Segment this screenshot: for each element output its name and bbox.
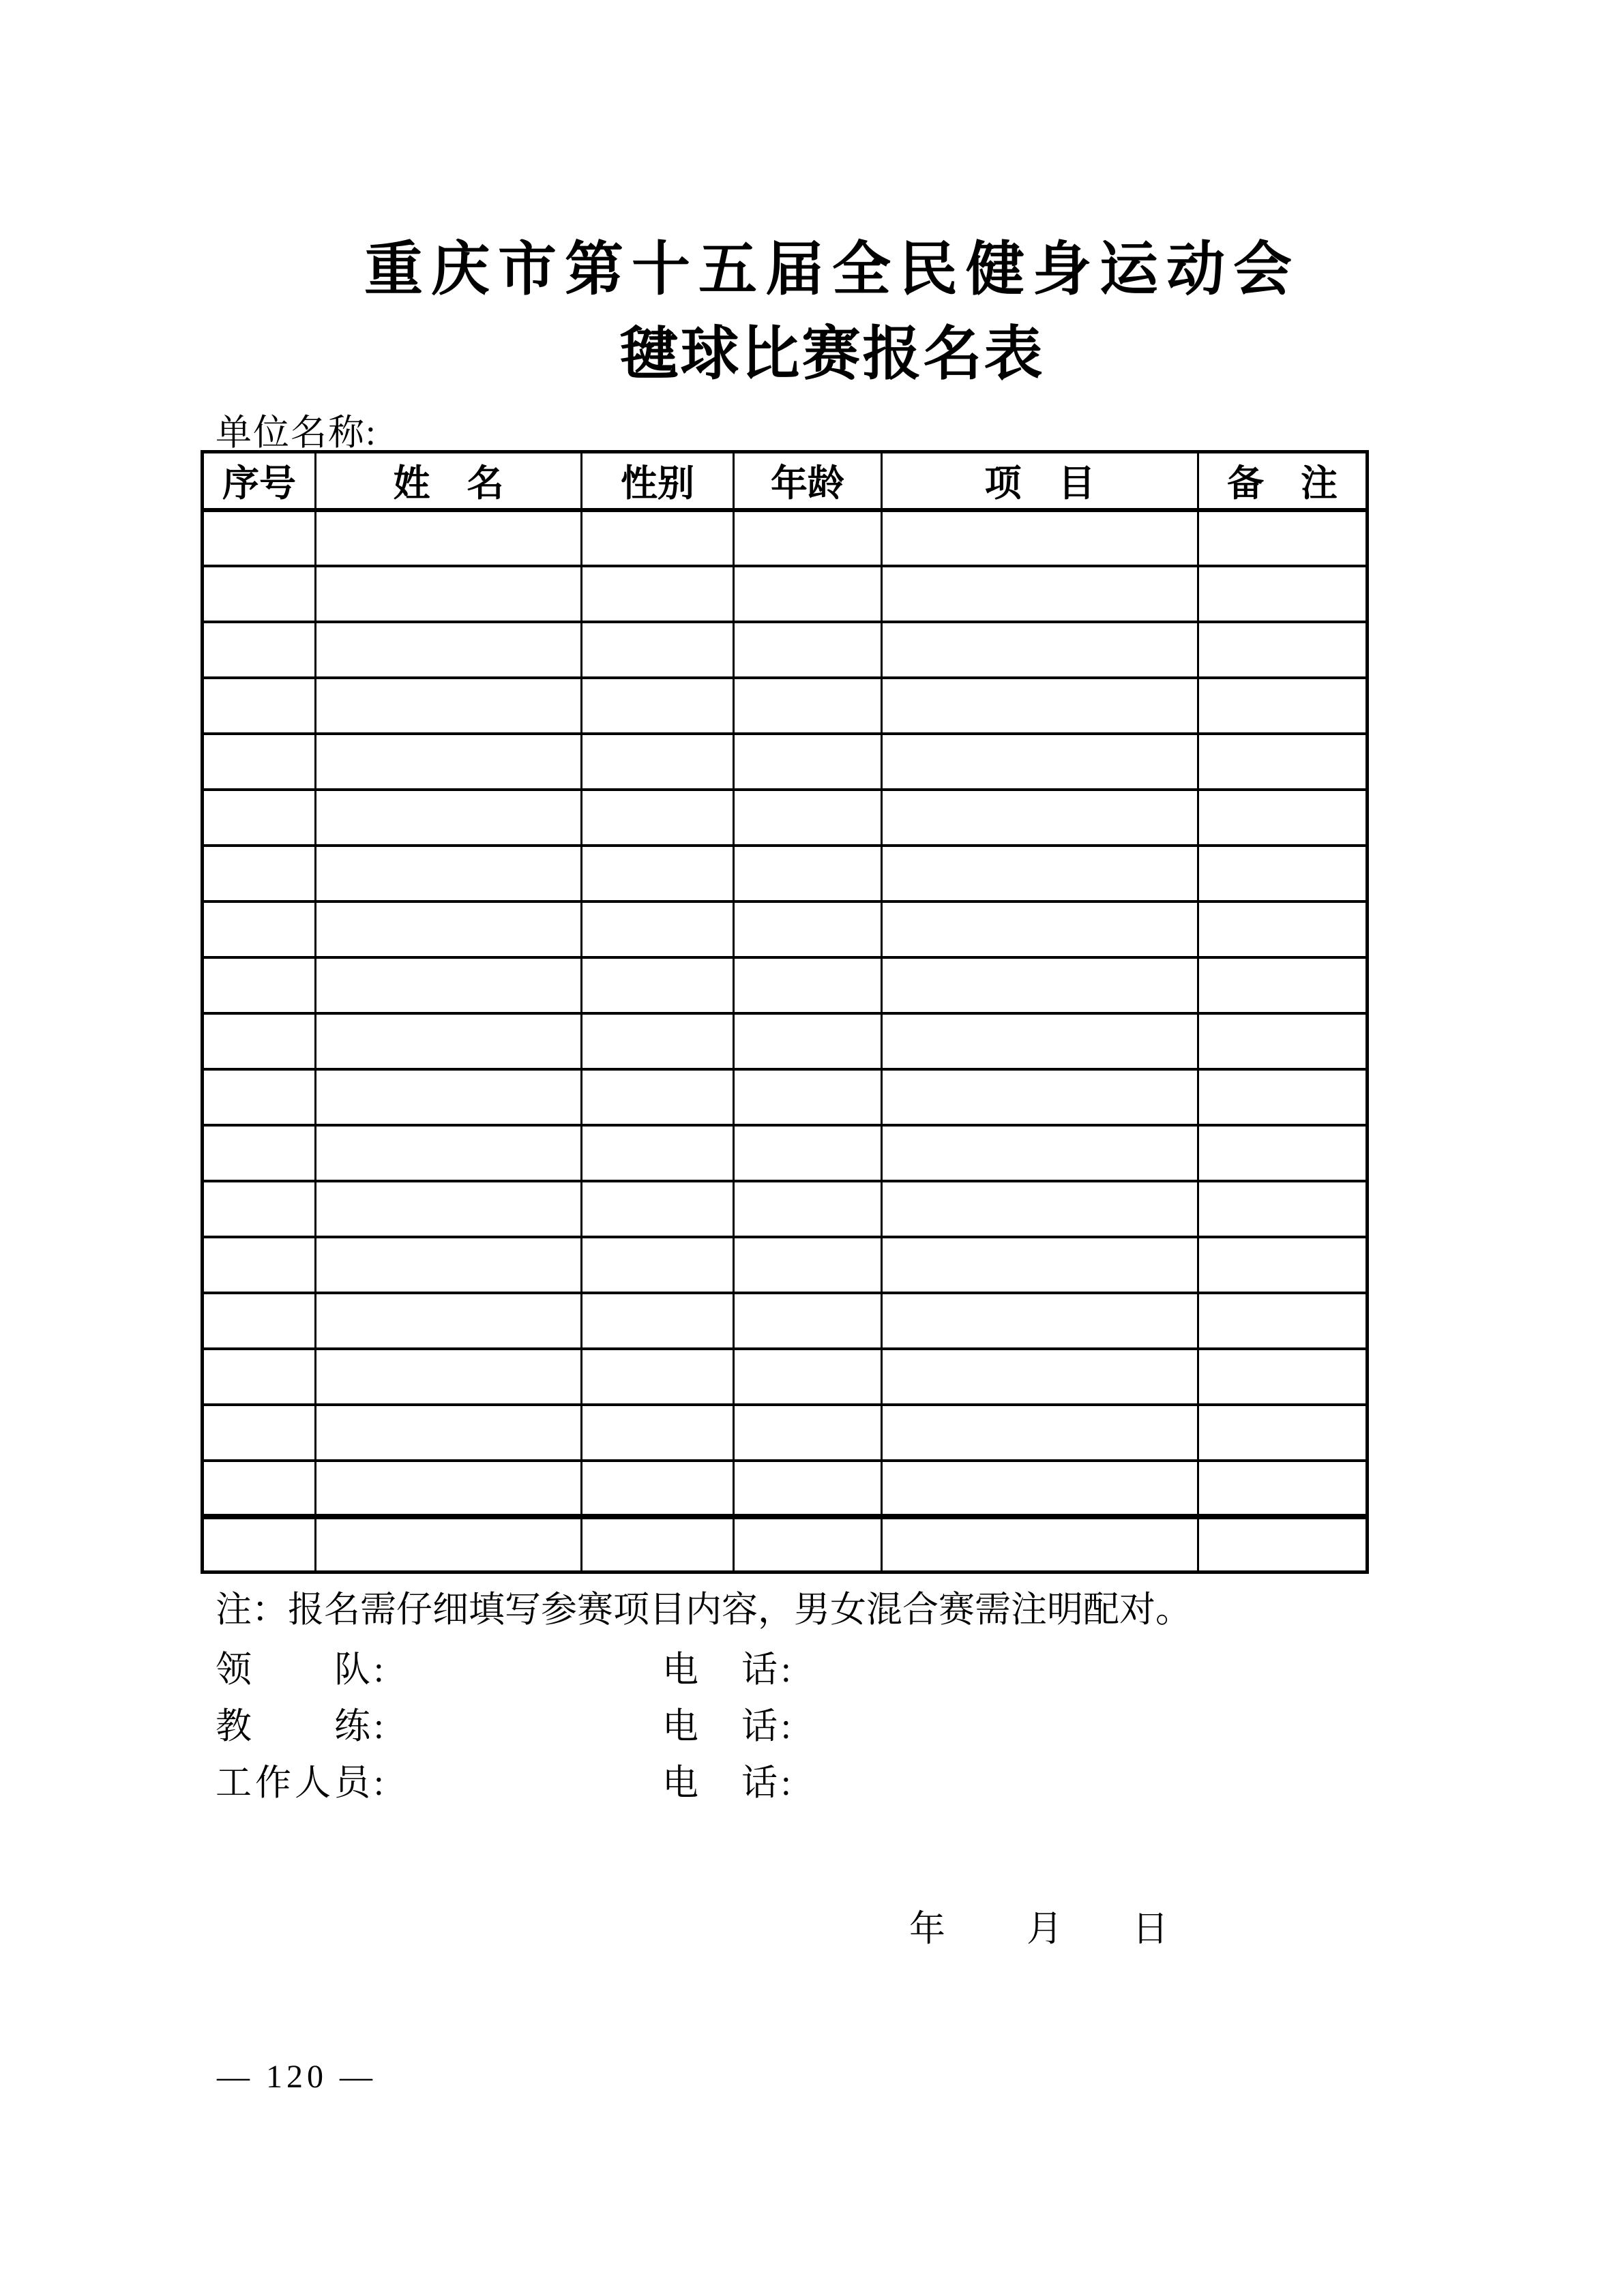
leader-phone-label: 电 话: [662,1650,795,1690]
table-cell-empty [734,1125,882,1181]
table-cell-empty [316,957,582,1013]
table-cell-empty [203,846,316,901]
table-row [203,1125,1368,1181]
table-cell-empty [582,790,734,846]
table-cell-empty [882,510,1198,566]
table-cell-empty [203,566,316,622]
column-header: 年龄 [734,452,882,510]
table-cell-empty [203,1293,316,1349]
year-label: 年 [909,1909,945,1949]
table-cell-empty [1198,1461,1368,1517]
table-cell-empty [882,1349,1198,1405]
table-cell-empty [203,1181,316,1237]
table-cell-empty [882,957,1198,1013]
column-header: 序号 [203,452,316,510]
table-row [203,1405,1368,1461]
table-cell-empty [316,846,582,901]
table-cell-empty [203,901,316,957]
date-signature-line [0,1900,1624,1948]
table-cell-empty [1198,1405,1368,1461]
table-cell-empty [1198,846,1368,901]
table-cell-empty [203,1237,316,1293]
column-header: 备 注 [1198,452,1368,510]
table-cell-empty [1198,1349,1368,1405]
table-cell-empty [1198,1517,1368,1572]
table-cell-empty [1198,1181,1368,1237]
table-cell-empty [203,790,316,846]
table-cell-empty [316,1069,582,1125]
table-cell-empty [734,957,882,1013]
table-cell-empty [582,1237,734,1293]
table-cell-empty [734,1293,882,1349]
table-cell-empty [582,1517,734,1572]
staff-phone-label: 电 话: [662,1763,795,1803]
table-cell-empty [882,622,1198,678]
table-cell-empty [734,1069,882,1125]
table-cell-empty [1198,1293,1368,1349]
table-cell-empty [1198,901,1368,957]
column-header: 项 目 [882,452,1198,510]
table-cell-empty [203,1069,316,1125]
page-title-line2: 毽球比赛报名表 [619,321,1045,387]
contact-line-staff [216,1754,1170,1806]
table-row [203,1517,1368,1572]
table-cell-empty [203,622,316,678]
table-cell-empty [1198,734,1368,790]
table-cell-empty [316,901,582,957]
table-cell-empty [582,734,734,790]
table-cell-empty [316,622,582,678]
table-cell-empty [1198,678,1368,734]
table-cell-empty [582,510,734,566]
table-cell-empty [882,790,1198,846]
table-cell-empty [582,1125,734,1181]
table-cell-empty [1198,1237,1368,1293]
table-cell-empty [734,1405,882,1461]
table-cell-empty [734,734,882,790]
table-cell-empty [203,1013,316,1069]
table-cell-empty [1198,957,1368,1013]
table-cell-empty [882,1013,1198,1069]
table-cell-empty [316,1237,582,1293]
table-cell-empty [882,1069,1198,1125]
table-cell-empty [582,1069,734,1125]
table-cell-empty [882,1405,1198,1461]
table-row [203,1461,1368,1517]
table-cell-empty [582,901,734,957]
table-cell-empty [882,1293,1198,1349]
table-cell-empty [734,510,882,566]
table-row [203,1293,1368,1349]
table-cell-empty [734,901,882,957]
table-row [203,846,1368,901]
table-cell-empty [882,1181,1198,1237]
table-row [203,1013,1368,1069]
table-cell-empty [582,957,734,1013]
table-cell-empty [882,1125,1198,1181]
table-cell-empty [316,790,582,846]
table-cell-empty [316,678,582,734]
table-row [203,678,1368,734]
table-cell-empty [1198,790,1368,846]
table-cell-empty [1198,566,1368,622]
table-row [203,622,1368,678]
table-cell-empty [734,1461,882,1517]
table-cell-empty [316,1125,582,1181]
table-row [203,734,1368,790]
table-cell-empty [203,1517,316,1572]
column-header: 性别 [582,452,734,510]
table-cell-empty [882,734,1198,790]
table-cell-empty [582,1349,734,1405]
contact-line-coach [216,1697,1170,1749]
table-cell-empty [582,566,734,622]
table-cell-empty [882,1517,1198,1572]
table-cell-empty [582,1405,734,1461]
table-cell-empty [734,566,882,622]
table-cell-empty [203,1405,316,1461]
table-cell-empty [316,510,582,566]
table-cell-empty [734,846,882,901]
table-cell-empty [582,846,734,901]
table-cell-empty [203,678,316,734]
table-cell-empty [582,678,734,734]
table-cell-empty [882,846,1198,901]
table-cell-empty [203,1125,316,1181]
table-cell-empty [882,1237,1198,1293]
registration-table [201,450,1369,1574]
table-cell-empty [734,1181,882,1237]
table-cell-empty [316,1461,582,1517]
table-header-row [203,452,1368,510]
table-row [203,566,1368,622]
page-title-line1: 重庆市第十五届全民健身运动会 [364,237,1300,302]
table-cell-empty [316,1349,582,1405]
table-cell-empty [734,790,882,846]
table-cell-empty [582,1181,734,1237]
table-cell-empty [316,1013,582,1069]
table-cell-empty [734,1013,882,1069]
table-row [203,1237,1368,1293]
table-cell-empty [316,566,582,622]
table-cell-empty [316,734,582,790]
table-cell-empty [203,734,316,790]
table-cell-empty [316,1293,582,1349]
month-label: 月 [1027,1909,1063,1949]
table-cell-empty [582,622,734,678]
table-cell-empty [203,1461,316,1517]
table-cell-empty [882,1461,1198,1517]
table-cell-empty [1198,1069,1368,1125]
table-cell-empty [882,566,1198,622]
table-row [203,1069,1368,1125]
day-label: 日 [1132,1909,1168,1949]
table-cell-empty [734,1237,882,1293]
table-row [203,1349,1368,1405]
table-cell-empty [582,1013,734,1069]
table-cell-empty [734,622,882,678]
table-cell-empty [582,1461,734,1517]
coach-phone-label: 电 话: [662,1707,795,1746]
table-cell-empty [203,957,316,1013]
table-cell-empty [1198,622,1368,678]
table-cell-empty [734,1349,882,1405]
contact-line-leader [216,1641,1170,1693]
table-row [203,901,1368,957]
table-cell-empty [316,1517,582,1572]
table-row [203,957,1368,1013]
column-header: 姓 名 [316,452,582,510]
table-row [203,510,1368,566]
table-cell-empty [203,510,316,566]
leader-label: 领 队: [216,1650,387,1690]
table-cell-empty [882,678,1198,734]
table-cell-empty [1198,1013,1368,1069]
table-cell-empty [882,901,1198,957]
coach-label: 教 练: [216,1707,387,1746]
page-number: — 120 — [217,2059,377,2095]
table-cell-empty [734,1517,882,1572]
note-text: 注：报名需仔细填写参赛项目内容，男女混合赛需注明配对。 [216,1590,1192,1630]
table-cell-empty [1198,510,1368,566]
table-cell-empty [582,1293,734,1349]
table-cell-empty [203,1349,316,1405]
table-cell-empty [1198,1125,1368,1181]
table-row [203,790,1368,846]
table-cell-empty [316,1405,582,1461]
staff-label: 工作人员: [216,1763,387,1803]
table-cell-empty [316,1181,582,1237]
table-row [203,1181,1368,1237]
table-cell-empty [734,678,882,734]
unit-name-label: 单位名称: [216,413,377,453]
